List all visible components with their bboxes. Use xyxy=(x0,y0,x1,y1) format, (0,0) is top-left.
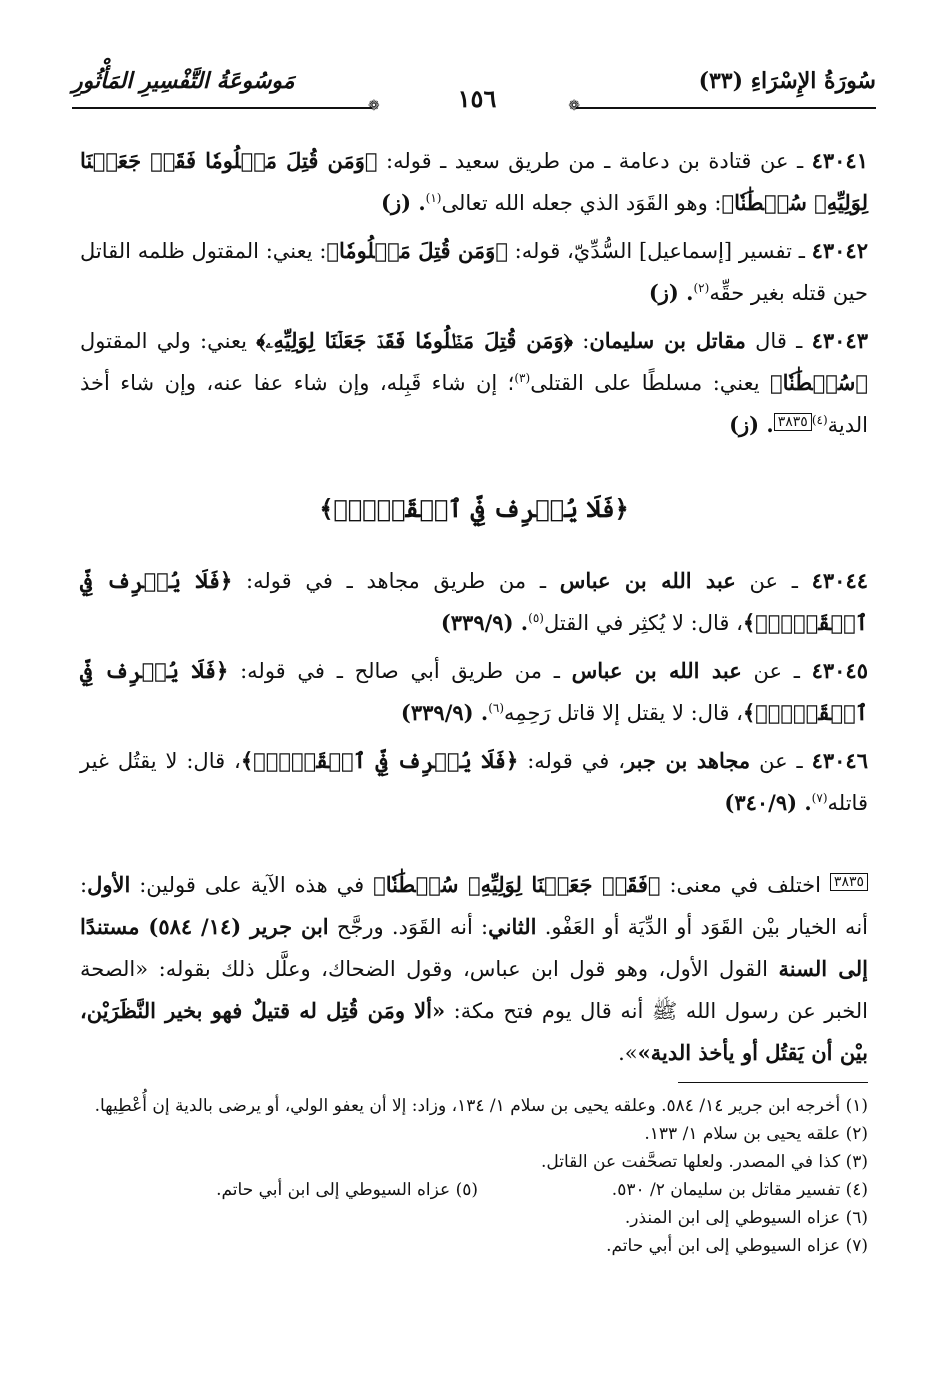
page-header xyxy=(72,62,876,120)
quran-quote: ﴿سُلۡطَٰنٗا﴾ xyxy=(770,370,868,395)
quran-quote: ﴿فَقَدۡ جَعَلۡنَا لِوَلِيِّهِۦ سُلۡطَٰنٗا﴾ xyxy=(373,872,661,897)
footnote-ref[interactable]: (٦) xyxy=(488,701,505,715)
narration-text: ـ عن xyxy=(735,569,812,593)
surah-title: سُورَةُ الإِسْرَاءِ (٣٣) xyxy=(698,68,876,94)
footnote-ref[interactable]: (١) xyxy=(425,191,442,205)
narration-text: : وهو القَوَد الذي جعله الله تعالى xyxy=(441,191,722,215)
quran-quote: ﴿وَمَن قُتِلَ مَظۡلُومٗا﴾ xyxy=(326,238,508,263)
header-rule-left xyxy=(72,107,372,109)
narration xyxy=(80,230,868,314)
narration-text: ـ تفسير [إسماعيل] السُّدِّيّ، قوله: xyxy=(507,239,812,263)
narration-text: ـ عن قتادة بن دعامة ـ من طريق سعيد ـ قوله: xyxy=(377,149,812,173)
section-heading: ﴿فَلَا يُسۡرِف فِّي ٱلۡقَتۡلِۖ﴾ xyxy=(319,494,629,523)
narration-number: ٤٣٠٤٣ xyxy=(811,328,868,353)
narration-text: ـ من طريق أبي صالح ـ في قوله: xyxy=(228,659,572,683)
narration-text: ، قال: لا يقتُل غير قاتله xyxy=(80,749,868,815)
footnote-divider xyxy=(678,1082,868,1083)
narration xyxy=(80,740,868,824)
narrations-block-2 xyxy=(80,560,868,830)
narration xyxy=(80,650,868,734)
footnote-ref[interactable]: (٥) xyxy=(528,611,544,625)
narration-text: ، قال: لا يُكثِر في القتل xyxy=(543,611,743,635)
note-text: في هذه الآية على قولين: xyxy=(130,873,374,897)
source-ref: . (٣٣٩/٩) xyxy=(440,610,529,635)
narrator-name: عبد الله بن عباس xyxy=(571,658,742,683)
footnote-row xyxy=(80,1176,868,1204)
narration xyxy=(80,560,868,644)
narration xyxy=(80,320,868,446)
footnote: (٢) علقه يحيى بن سلام ١/ ١٣٣. xyxy=(644,1124,868,1144)
note-text: ». xyxy=(618,1041,638,1065)
quran-quote: ﴿فَلَا يُسۡرِف فِّي ٱلۡقَتۡلِۖ﴾ xyxy=(80,568,868,635)
commentary-ref-box[interactable]: ٣٨٣٥ xyxy=(774,413,812,431)
narration-text: ، في قوله: xyxy=(518,749,625,773)
quran-quote: ﴿فَلَا يُسۡرِف فِّي ٱلۡقَتۡلِۖ﴾ xyxy=(80,658,868,725)
source-ref: . (٣٣٩/٩) xyxy=(400,700,489,725)
source-ref: . (ز) xyxy=(648,280,694,305)
footnote-ref[interactable]: (٣) xyxy=(514,371,531,385)
narration-number: ٤٣٠٤٥ xyxy=(811,658,868,683)
footnote: (٦) عزاه السيوطي إلى ابن المنذر. xyxy=(624,1208,868,1228)
narration-text: : يعني: المقتول ظلمه القاتل حين قتله بغير حقِّه xyxy=(80,239,868,305)
page-number: ١٥٦ xyxy=(457,84,497,113)
narrator-name: مجاهد بن جبر xyxy=(625,748,751,773)
narration-text: يعني: مسلطًا على القتلى xyxy=(530,371,771,395)
footnote: (١) أخرجه ابن جرير ١٤/ ٥٨٤. وعلقه يحيى بن سلام ١/ ١٣٤، وزاد: إلا أن يعفو الولي، أو يرضى بالدية إن أُعْطِيها. xyxy=(94,1096,868,1116)
ornament-icon: ❁ xyxy=(568,98,580,114)
footnotes xyxy=(80,1092,868,1260)
narrator-name: مقاتل بن سليمان xyxy=(589,328,746,353)
quran-quote: ﴿فَلَا يُسۡرِف فِّي ٱلۡقَتۡلِۖ﴾ xyxy=(240,748,519,773)
book-title: مَوسُوعَةُ التَّفْسِيرِ المَأْثُورِ xyxy=(72,68,295,94)
footnote: (٥) عزاه السيوطي إلى ابن أبي حاتم. xyxy=(216,1180,478,1200)
footnote-ref[interactable]: (٢) xyxy=(693,281,710,295)
narrator-name: عبد الله بن عباس xyxy=(559,568,736,593)
note-emphasis: ابن جرير (١٤/ ٥٨٤) مستندًا إلى السنة xyxy=(80,914,868,981)
footnote-ref[interactable]: (٤) xyxy=(811,413,828,427)
narration xyxy=(80,140,868,224)
source-ref: . (٣٤٠/٩) xyxy=(724,790,812,815)
ornament-icon: ❁ xyxy=(368,98,380,114)
narration-number: ٤٣٠٤٦ xyxy=(811,748,868,773)
footnote: (٧) عزاه السيوطي إلى ابن أبي حاتم. xyxy=(606,1236,868,1256)
narration-number: ٤٣٠٤١ xyxy=(811,148,868,173)
narration-text: يعني: ولي المقتول xyxy=(80,329,257,353)
narration-number: ٤٣٠٤٢ xyxy=(811,238,868,263)
narration-text: ـ قال xyxy=(745,329,812,353)
narration-text: ـ عن xyxy=(741,659,812,683)
narration-text: ؛ إن شاء قَبِله، وإن شاء عفا عنه، وإن شاء أخذ الدية xyxy=(80,371,868,437)
narration-text: : xyxy=(572,329,590,353)
commentary-number-box: ٣٨٣٥ xyxy=(830,873,868,891)
narration-number: ٤٣٠٤٤ xyxy=(811,568,869,593)
narration-text: ، قال: لا يقتل إلا قاتل رَحِمِه xyxy=(504,701,743,725)
quran-quote: ﴿وَمَن قُتِلَ مَظۡلُومٗا فَقَدۡ جَعَلۡنَا لِوَلِيِّهِۦ سُلۡطَٰنٗا﴾ xyxy=(80,148,868,215)
note-text: : أنه القَوَد. ورجَّح xyxy=(328,915,489,939)
hadith-quote: «ألا ومَن قُتِل له قتيلٌ فهو بخير النَّظَرَيْن، بيْن أن يَقتُل أو يأخذ الدية» xyxy=(80,998,868,1065)
footnote: (٤) تفسير مقاتل بن سليمان ٢/ ٥٣٠. xyxy=(611,1180,868,1200)
note-text: القول الأول، وهو قول ابن عباس، وقول الضحاك، وعلَّل ذلك بقوله: «الصحة الخبر عن رسول الله ﷺ أنه قال يوم فتح مكة: xyxy=(80,957,868,1023)
header-rule-right xyxy=(576,107,876,109)
quran-quote: ﴿وَمَن قُتِلَ مَظۡلُومٗا فَقَدۡ جَعَلۡنَا لِوَلِيِّهِۦ﴾ xyxy=(256,328,573,353)
narrations-block-1 xyxy=(80,140,868,452)
note-emphasis: الأول xyxy=(87,872,131,897)
commentary-note xyxy=(80,864,868,1074)
source-ref: . (ز) xyxy=(729,412,774,437)
narration-text: ـ عن xyxy=(750,749,812,773)
note-text: : أنه الخيار بيْن القَوَد أو الدِّيَة أو العَفْو. xyxy=(80,873,868,939)
source-ref: . (ز) xyxy=(381,190,426,215)
footnote: (٣) كذا في المصدر. ولعلها تصحَّفت عن القاتل. xyxy=(540,1152,868,1172)
note-emphasis: الثاني xyxy=(488,914,537,939)
note-text: اختلف في معنى: xyxy=(660,873,830,897)
footnote-ref[interactable]: (٧) xyxy=(811,791,828,805)
narration-text: ـ من طريق مجاهد ـ في قوله: xyxy=(232,569,560,593)
